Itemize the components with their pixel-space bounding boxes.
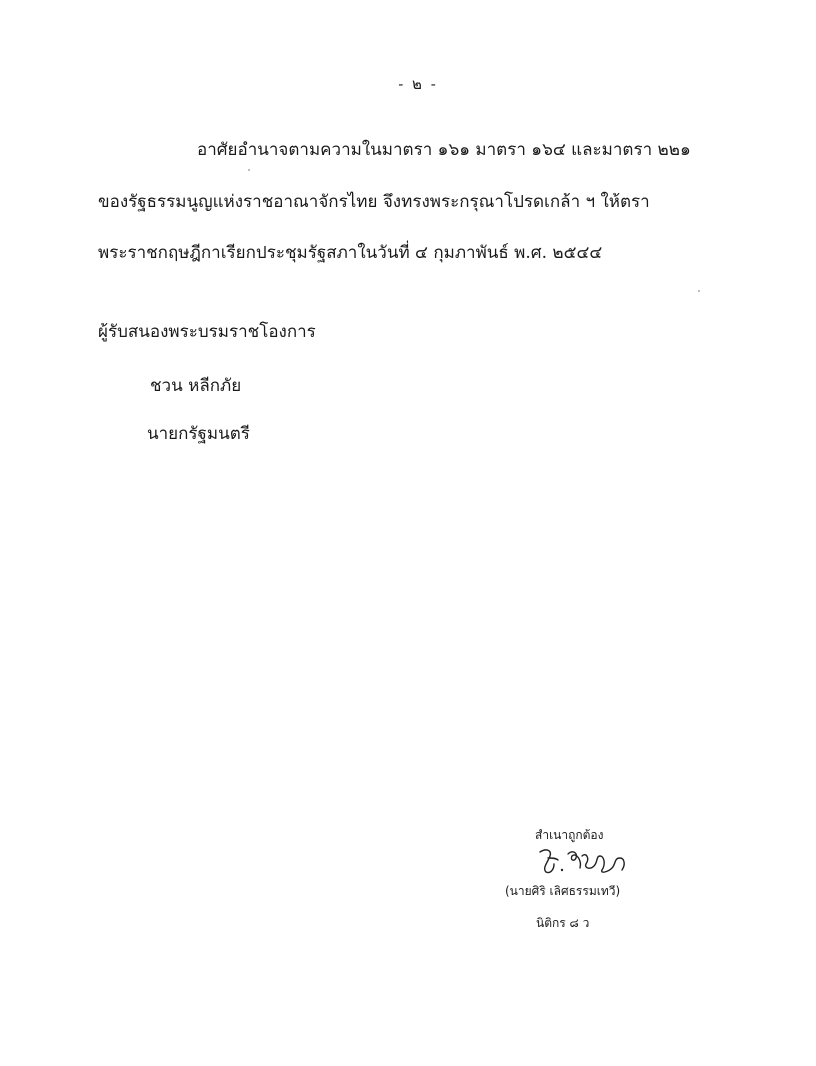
certifier-name: (นายศิริ เลิศธรรมเทวี) <box>505 884 621 898</box>
handwritten-signature <box>536 846 636 876</box>
scan-speck <box>248 169 250 171</box>
certified-copy-label: สำเนาถูกต้อง <box>535 828 604 842</box>
prime-minister-name: ชวน หลีกภัย <box>150 376 242 396</box>
body-line-1: อาศัยอำนาจตามความในมาตรา ๑๖๑ มาตรา ๑๖๔ และมาตรา ๒๒๑ <box>197 140 691 160</box>
scan-speck <box>698 290 700 292</box>
certifier-position: นิติกร ๘ ว <box>536 916 590 930</box>
page-number: - ๒ - <box>398 75 438 93</box>
prime-minister-title: นายกรัฐมนตรี <box>147 424 250 444</box>
body-line-3: พระราชกฤษฎีกาเรียกประชุมรัฐสภาในวันที่ ๔ กุมภาพันธ์ พ.ศ. ๒๕๔๔ <box>98 243 603 263</box>
body-line-2: ของรัฐธรรมนูญแห่งราชอาณาจักรไทย จึงทรงพระกรุณาโปรดเกล้า ฯ ให้ตรา <box>98 192 650 212</box>
countersign-heading: ผู้รับสนองพระบรมราชโองการ <box>98 322 316 342</box>
